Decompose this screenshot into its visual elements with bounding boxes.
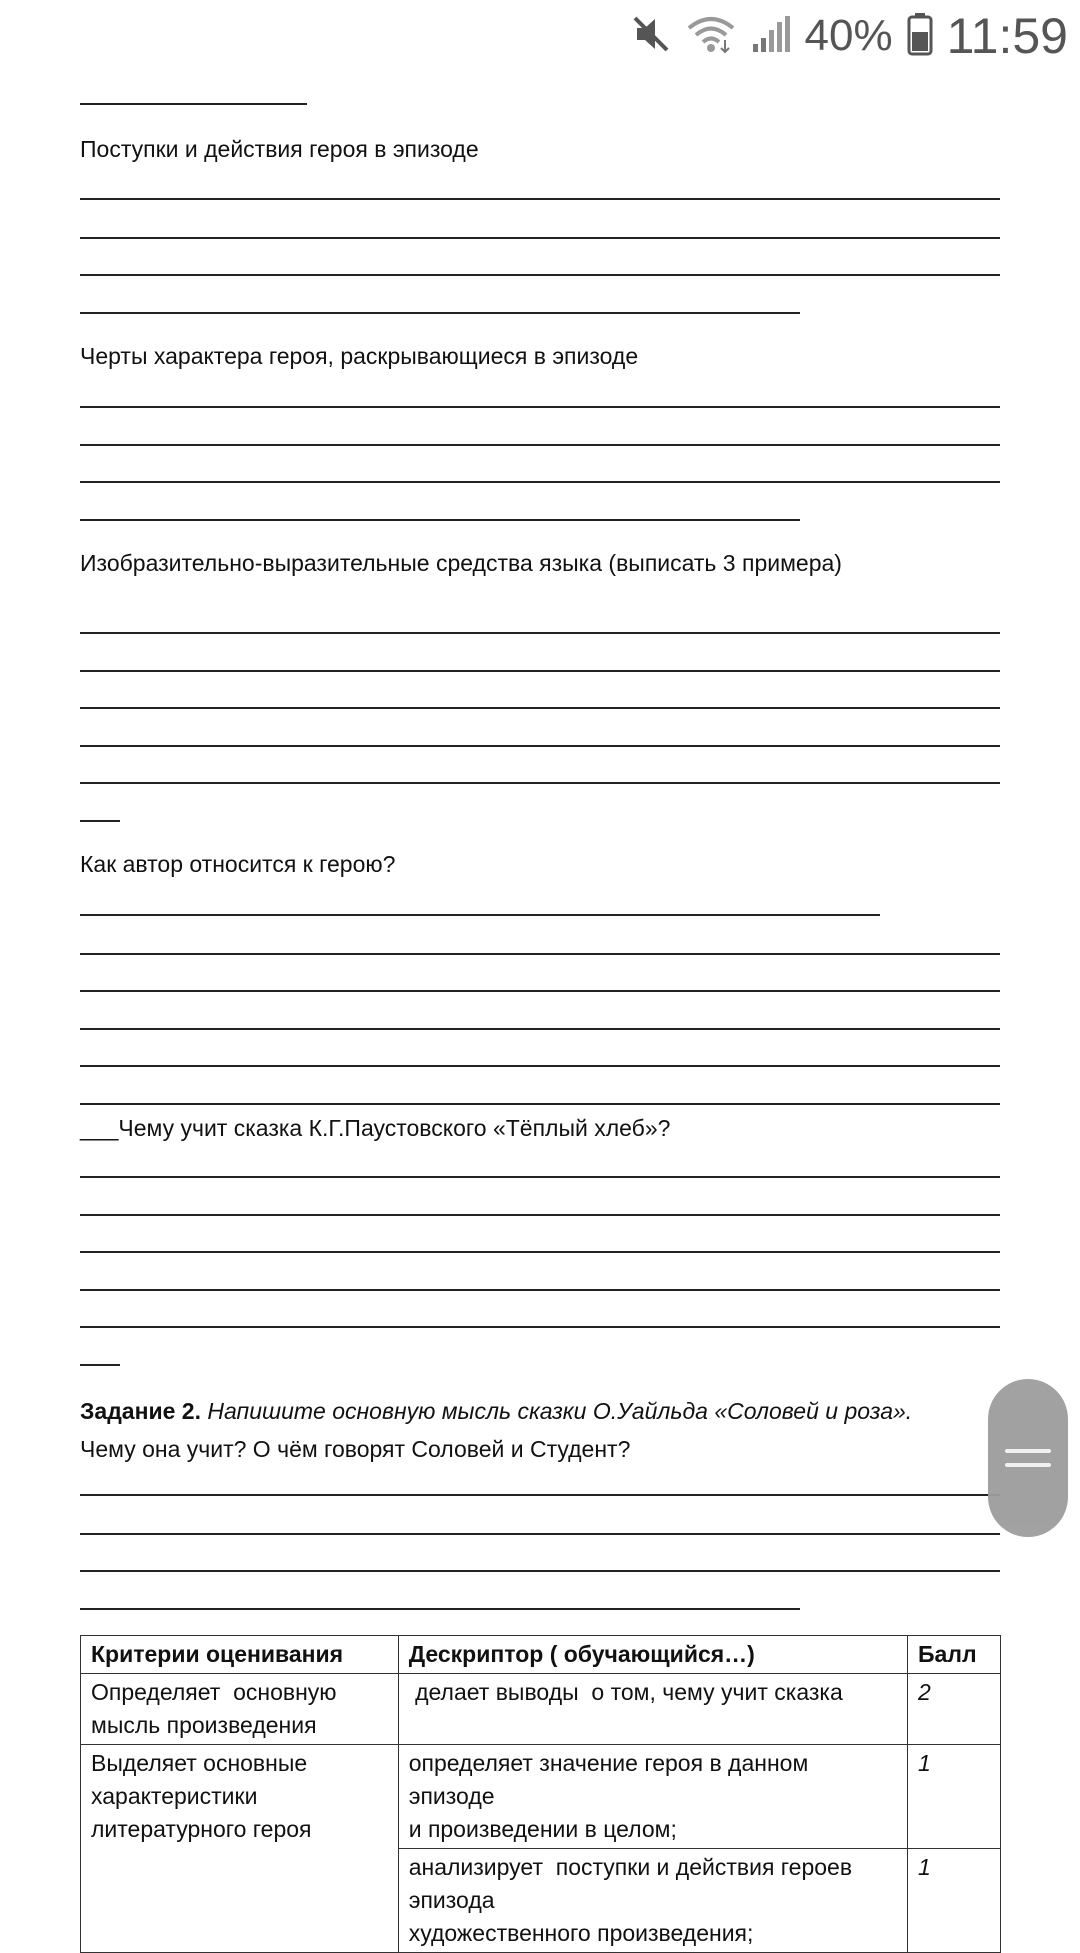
answer-line <box>80 1570 1000 1572</box>
section-prompt: Поступки и действия героя в эпизоде <box>80 136 479 162</box>
menu-icon <box>1005 1449 1051 1453</box>
table-row <box>81 1674 1001 1745</box>
column-header: Дескриптор ( обучающийся…) <box>398 1636 907 1674</box>
section-prompt: Как автор относится к герою? <box>80 851 396 877</box>
task-instruction: Напишите основную мысль сказки О.Уайльда «Соловей и роза». <box>207 1398 913 1424</box>
answer-line <box>80 632 1000 634</box>
score-cell: 1 <box>908 1745 1001 1849</box>
answer-line <box>80 1494 1000 1496</box>
battery-percent: 40% <box>804 11 893 60</box>
answer-line <box>80 103 307 105</box>
answer-line <box>80 519 800 521</box>
answer-line <box>80 1364 120 1366</box>
task-label: Задание 2. <box>80 1398 201 1424</box>
battery-icon <box>907 12 933 61</box>
wifi-icon <box>685 14 737 59</box>
section-prompt: Черты характера героя, раскрывающиеся в эпизоде <box>80 343 639 369</box>
descriptor-cell: анализирует поступки и действия героев эпизода художественного произведения; <box>398 1849 907 1953</box>
menu-icon <box>1005 1463 1051 1467</box>
criteria-table <box>80 1635 1001 1953</box>
descriptor-cell: определяет значение героя в данном эпизоде и произведении в целом; <box>398 1745 907 1849</box>
answer-line <box>80 707 1000 709</box>
answer-line <box>80 1326 1000 1328</box>
criterion-cell: Выделяет основные характеристики литературного героя <box>81 1745 399 1953</box>
answer-line <box>80 444 1000 446</box>
task-2 <box>80 1392 1000 1468</box>
descriptor-cell: делает выводы о том, чему учит сказка <box>398 1674 907 1745</box>
answer-line <box>80 1533 1000 1535</box>
table-row <box>81 1745 1001 1849</box>
section-prompt: Изобразительно-выразительные средства языка (выписать 3 примера) <box>80 550 842 576</box>
answer-line <box>80 481 1000 483</box>
answer-line <box>80 1065 1000 1067</box>
answer-line <box>80 406 1000 408</box>
score-cell: 1 <box>908 1849 1001 1953</box>
clock: 11:59 <box>946 8 1068 64</box>
answer-line <box>80 1176 1000 1178</box>
answer-line <box>80 1028 1000 1030</box>
answer-line <box>80 820 120 822</box>
answer-line <box>80 990 1000 992</box>
answer-line <box>80 782 1000 784</box>
scroll-handle[interactable] <box>988 1379 1068 1537</box>
answer-line <box>80 312 800 314</box>
answer-line <box>80 1103 1000 1105</box>
task-question: Чему она учит? О чём говорят Соловей и Студент? <box>80 1436 631 1462</box>
answer-line <box>80 198 1000 200</box>
answer-line <box>80 1608 800 1610</box>
answer-line <box>80 274 1000 276</box>
column-header: Критерии оценивания <box>81 1636 399 1674</box>
table-header-row <box>81 1636 1001 1674</box>
status-bar <box>0 0 1080 72</box>
section-prompt: ___Чему учит сказка К.Г.Паустовского «Тёплый хлеб»? <box>80 1115 671 1141</box>
answer-line <box>80 1214 1000 1216</box>
answer-line <box>80 745 1000 747</box>
answer-line <box>80 237 1000 239</box>
criterion-cell: Определяет основную мысль произведения <box>81 1674 399 1745</box>
mute-icon <box>631 14 671 59</box>
answer-line <box>80 1251 1000 1253</box>
column-header: Балл <box>908 1636 1001 1674</box>
answer-line <box>80 914 880 916</box>
signal-icon <box>751 14 791 59</box>
score-cell: 2 <box>908 1674 1001 1745</box>
answer-line <box>80 1289 1000 1291</box>
answer-line <box>80 953 1000 955</box>
answer-line <box>80 670 1000 672</box>
